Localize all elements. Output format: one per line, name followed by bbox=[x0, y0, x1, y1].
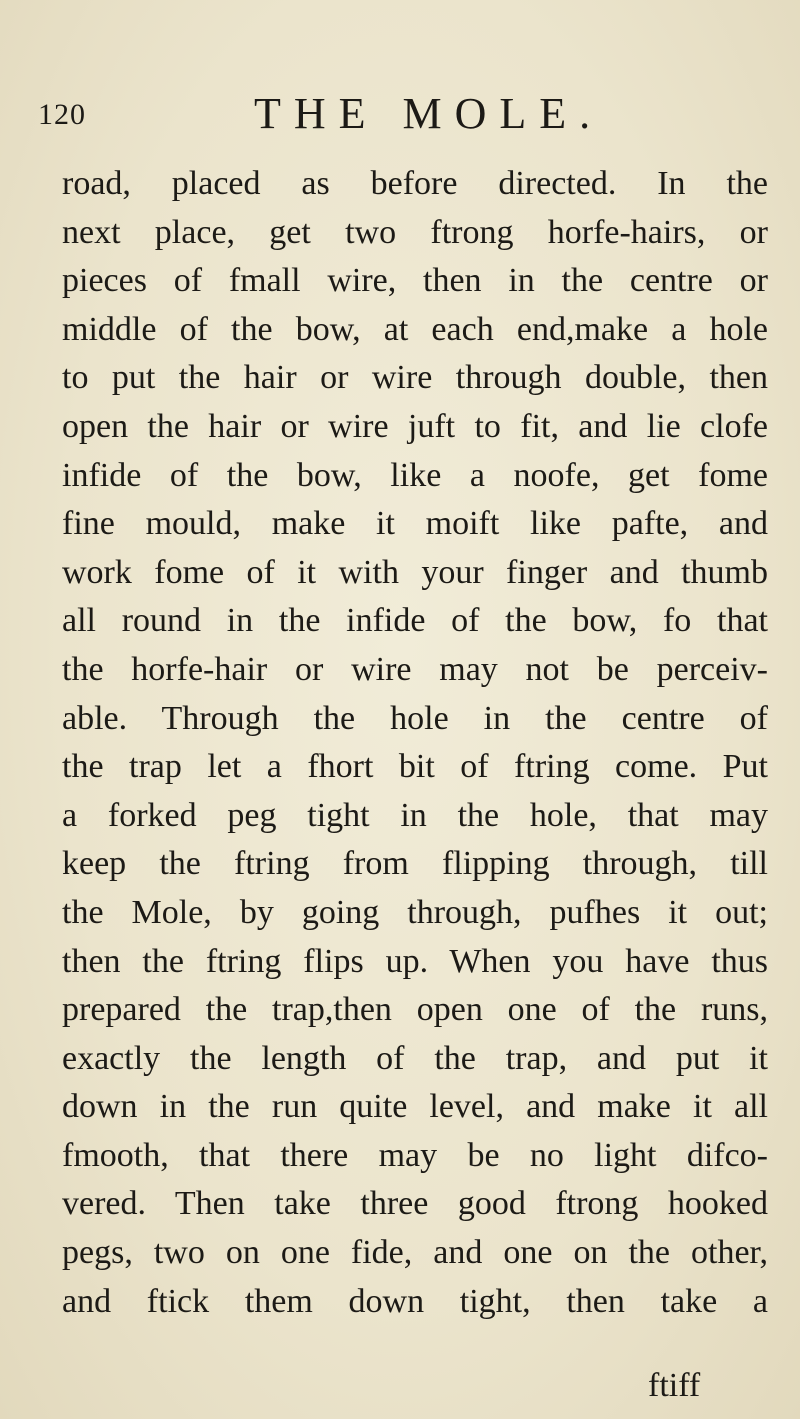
catchword: ftiff bbox=[648, 1367, 701, 1404]
page-header bbox=[38, 88, 738, 138]
text-line: vered. Then take three good ftrong hooked bbox=[62, 1185, 768, 1223]
text-line: prepared the trap,then open one of the runs, bbox=[62, 991, 768, 1029]
text-line: fine mould, make it moift like pafte, and bbox=[62, 505, 768, 543]
text-line: to put the hair or wire through double, then bbox=[62, 359, 768, 397]
text-line: infide of the bow, like a noofe, get fome bbox=[62, 456, 768, 494]
page-number: 120 bbox=[38, 98, 86, 131]
text-line: the trap let a fhort bit of ftring come. Put bbox=[62, 748, 768, 786]
text-line: keep the ftring from flipping through, till bbox=[62, 845, 768, 883]
text-line: and ftick them down tight, then take a bbox=[62, 1282, 768, 1320]
text-line: then the ftring flips up. When you have thus bbox=[62, 942, 768, 980]
text-line: exactly the length of the trap, and put it bbox=[62, 1039, 768, 1077]
text-line: next place, get two ftrong horfe-hairs, or bbox=[62, 213, 768, 251]
text-line: a forked peg tight in the hole, that may bbox=[62, 796, 768, 834]
text-line: fmooth, that there may be no light difco- bbox=[62, 1136, 768, 1174]
text-line: able. Through the hole in the centre of bbox=[62, 699, 768, 737]
text-line: road, placed as before directed. In the bbox=[62, 165, 768, 202]
body-text bbox=[62, 160, 768, 1326]
text-line: down in the run quite level, and make it all bbox=[62, 1088, 768, 1126]
running-head: THE MOLE. bbox=[254, 89, 604, 138]
text-line: the Mole, by going through, pufhes it out; bbox=[62, 893, 768, 931]
text-line: pieces of fmall wire, then in the centre or bbox=[62, 262, 768, 300]
text-line: pegs, two on one fide, and one on the other, bbox=[62, 1234, 768, 1272]
text-line: work fome of it with your finger and thumb bbox=[62, 553, 768, 591]
text-line: all round in the infide of the bow, fo that bbox=[62, 602, 768, 640]
text-line: middle of the bow, at each end,make a hole bbox=[62, 310, 768, 348]
text-line: the horfe-hair or wire may not be perceiv- bbox=[62, 650, 768, 688]
text-line: open the hair or wire juft to fit, and lie clofe bbox=[62, 407, 768, 445]
